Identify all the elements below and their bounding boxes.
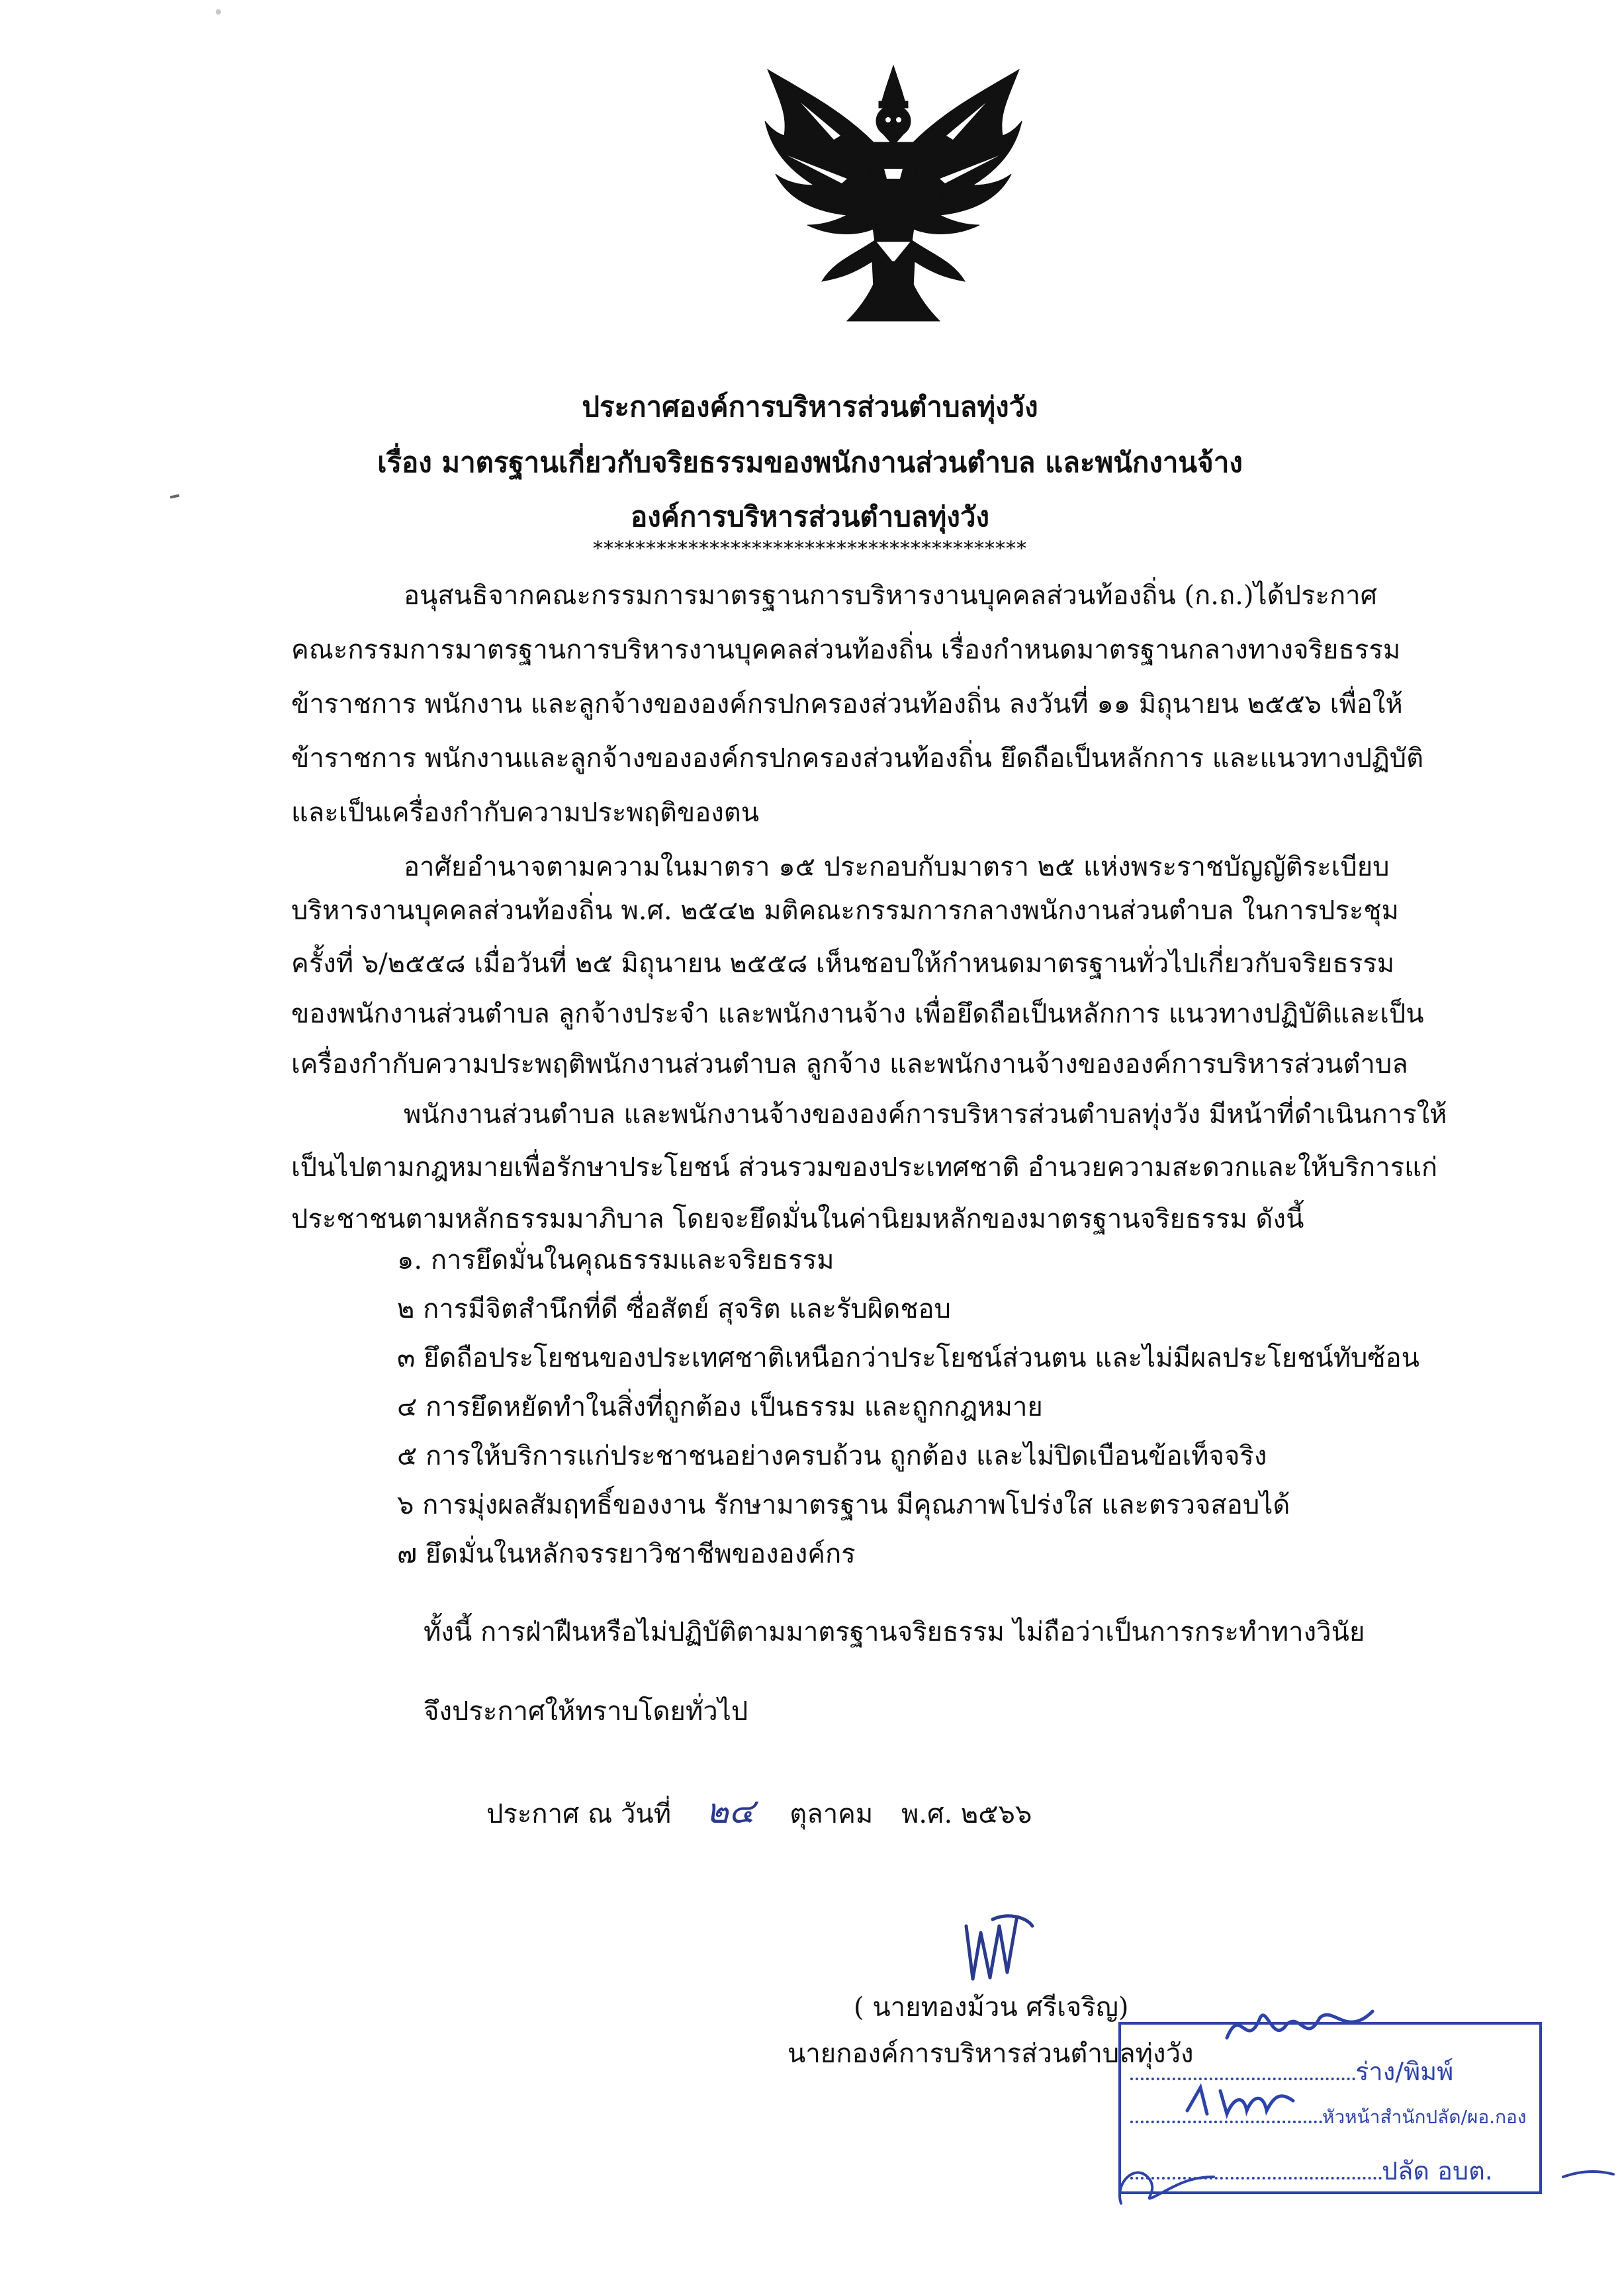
- stamp-label-drafter: ร่าง/พิมพ์: [1355, 2057, 1454, 2086]
- closing-announce: จึงประกาศให้ทราบโดยทั่วไป: [424, 1696, 748, 1727]
- closing-statement: ทั้งนี้ การฝ่าฝืนหรือไม่ปฏิบัติตามมาตรฐานจริยธรรม ไม่ถือว่าเป็นการกระทำทางวินัย: [424, 1617, 1365, 1647]
- signer-name: ( นายทองม้วน ศรีเจริญ): [854, 1992, 1129, 2023]
- mayor-signature-icon: [953, 1906, 1046, 1992]
- ethics-item-4: ๔ การยึดหยัดทำในสิ่งที่ถูกต้อง เป็นธรรม และถูกกฎหมาย: [397, 1392, 1043, 1422]
- paragraph-1-line-3: ข้าราชการ พนักงาน และลูกจ้างขององค์กรปกครองส่วนท้องถิ่น ลงวันที่ ๑๑ มิถุนายน ๒๕๕๖ เพื่อให้: [291, 689, 1403, 719]
- paragraph-1-line-2: คณะกรรมการมาตรฐานการบริหารงานบุคคลส่วนท้องถิ่น เรื่องกำหนดมาตรฐานกลางทางจริยธรรม: [291, 635, 1401, 665]
- garuda-emblem-icon: [761, 63, 1026, 328]
- paragraph-3-line-1: พนักงานส่วนตำบล และพนักงานจ้างขององค์การบริหารส่วนตำบลทุ่งวัง มีหน้าที่ดำเนินการให้: [404, 1099, 1447, 1130]
- scan-dot: [216, 9, 221, 15]
- stamp-signature-3-icon: [1108, 2137, 1220, 2210]
- paragraph-2-line-2: บริหารงานบุคคลส่วนท้องถิ่น พ.ศ. ๒๕๔๒ มติคณะกรรมการกลางพนักงานส่วนตำบล ในการประชุม: [291, 895, 1399, 926]
- ethics-item-1: ๑. การยึดมั่นในคุณธรรมและจริยธรรม: [397, 1245, 834, 1275]
- date-prefix: ประกาศ ณ วันที่: [486, 1799, 672, 1829]
- ethics-item-6: ๖ การมุ่งผลสัมฤทธิ์ของงาน รักษามาตรฐาน มีคุณภาพโปร่งใส และตรวจสอบได้: [397, 1490, 1290, 1520]
- ethics-item-2: ๒ การมีจิตสำนึกที่ดี ซื่อสัตย์ สุจริต และรับผิดชอบ: [397, 1294, 951, 1324]
- stamp-row-head: [1130, 2103, 1530, 2132]
- paragraph-2-line-3: ครั้งที่ ๖/๒๕๕๘ เมื่อวันที่ ๒๕ มิถุนายน ๒๕๕๘ เห็นชอบให้กำหนดมาตรฐานทั่วไปเกี่ยวกับจริยธรรม: [291, 948, 1395, 979]
- separator-line: *****************************************: [593, 537, 1027, 561]
- paragraph-3-line-2: เป็นไปตามกฎหมายเพื่อรักษาประโยชน์ ส่วนรวมของประเทศชาติ อำนวยความสะดวกและให้บริการแก่: [291, 1152, 1438, 1183]
- paragraph-2-line-1: อาศัยอำนาจตามความในมาตรา ๑๕ ประกอบกับมาตรา ๒๕ แห่งพระราชบัญญัติระเบียบ: [404, 852, 1390, 882]
- paragraph-1-line-5: และเป็นเครื่องกำกับความประพฤติของตน: [291, 798, 760, 828]
- approval-stamp: [1118, 2022, 1542, 2194]
- announcement-title: ประกาศองค์การบริหารส่วนตำบลทุ่งวัง: [582, 390, 1038, 423]
- paragraph-2-line-5: เครื่องกำกับความประพฤติพนักงานส่วนตำบล ลูกจ้าง และพนักงานจ้างขององค์การบริหารส่วนตำบล: [291, 1049, 1408, 1079]
- date-month: ตุลาคม: [789, 1799, 874, 1829]
- pen-stroke-icon: [1562, 2168, 1615, 2181]
- ethics-item-5: ๕ การให้บริการแก่ประชาชนอย่างครบถ้วน ถูกต้อง และไม่ปิดเบือนข้อเท็จจริง: [397, 1441, 1267, 1471]
- stamp-label-head: หัวหน้าสำนักปลัด/ผอ.กอง: [1322, 2106, 1527, 2128]
- paragraph-1-line-1: อนุสนธิจากคณะกรรมการมาตรฐานการบริหารงานบุคคลส่วนท้องถิ่น (ก.ถ.)ได้ประกาศ: [404, 580, 1378, 611]
- date-day-handwritten: ๒๔: [705, 1792, 755, 1831]
- ethics-item-3: ๓ ยึดถือประโยชนของประเทศชาติเหนือกว่าประโยชน์ส่วนตน และไม่มีผลประโยชน์ทับซ้อน: [397, 1343, 1419, 1373]
- announcement-org: องค์การบริหารส่วนตำบลทุ่งวัง: [631, 500, 989, 533]
- announcement-date: [486, 1783, 1032, 1838]
- paragraph-1-line-4: ข้าราชการ พนักงานและลูกจ้างขององค์กรปกครองส่วนท้องถิ่น ยึดถือเป็นหลักการ และแนวทางปฏิบัติ: [291, 743, 1424, 774]
- stamp-label-clerk: ปลัด อบต.: [1382, 2156, 1493, 2185]
- date-year: พ.ศ. ๒๕๖๖: [901, 1799, 1032, 1829]
- ethics-item-7: ๗ ยึดมั่นในหลักจรรยาวิชาชีพขององค์กร: [397, 1539, 856, 1569]
- paragraph-2-line-4: ของพนักงานส่วนตำบล ลูกจ้างประจำ และพนักงานจ้าง เพื่อยึดถือเป็นหลักการ แนวทางปฏิบัติและเป็น: [291, 999, 1424, 1029]
- announcement-subject: เรื่อง มาตรฐานเกี่ยวกับจริยธรรมของพนักงานส่วนตำบล และพนักงานจ้าง: [377, 446, 1243, 479]
- signer-position: นายกองค์การบริหารส่วนตำบลทุ่งวัง: [788, 2039, 1194, 2069]
- stamp-signature-1-icon: [1220, 1998, 1386, 2058]
- paragraph-3-line-3: ประชาชนตามหลักธรรมมาภิบาล โดยจะยึดมั่นในค่านิยมหลักของมาตรฐานจริยธรรม ดังนี้: [291, 1204, 1304, 1234]
